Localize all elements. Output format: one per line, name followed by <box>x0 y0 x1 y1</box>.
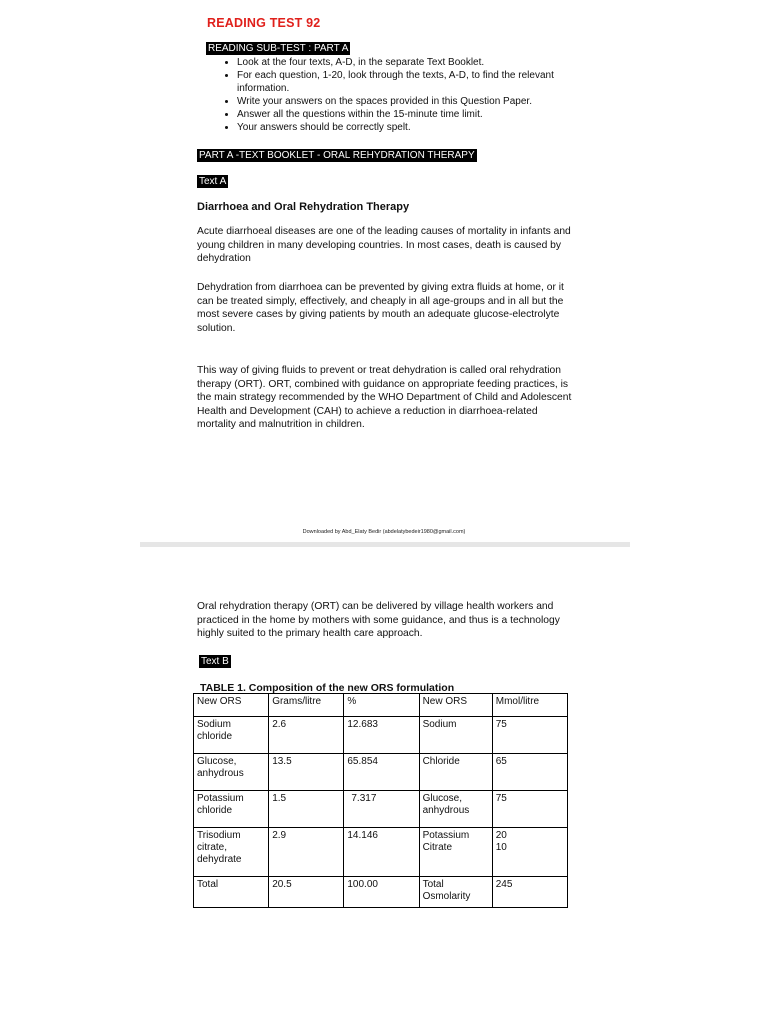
table-cell: Glucose, anhydrous <box>194 754 269 791</box>
table-cell: 75 <box>492 791 567 828</box>
table-cell: 20 10 <box>492 828 567 877</box>
paragraph: Dehydration from diarrhoea can be prevented by giving extra fluids at home, or it can be treated simply, effectively, and cheaply in all age-groups and in all but the most severe cases by giving patients by mouth an adequate glucose-electrolyte solution. <box>197 282 564 334</box>
table-cell: 100.00 <box>344 877 419 908</box>
section-heading: Diarrhoea and Oral Rehydration Therapy <box>197 201 410 213</box>
table-cell: Sodium chloride <box>194 717 269 754</box>
subtest-label: READING SUB-TEST : PART A <box>208 43 349 54</box>
table-row <box>194 791 568 828</box>
instruction-item: • For each question, 1-20, look through the texts, A-D, to find the relevant information. <box>237 69 592 95</box>
paragraph: This way of giving fluids to prevent or treat dehydration is called oral rehydration therapy (ORT). ORT, combined with guidance on appropriate feeding practices, is the main strategy recommended by the WHO Department of Child and Adolescent Health and Development (CAH) to achieve a reduction in diarrhoea-related mortality and malnutrition in children. <box>197 365 572 431</box>
table-cell: 12.683 <box>344 717 419 754</box>
table-cell: 75 <box>492 717 567 754</box>
table-cell: Glucose, anhydrous <box>419 791 492 828</box>
table-row <box>194 717 568 754</box>
table-cell: Total <box>194 877 269 908</box>
table-header-cell: % <box>344 694 419 717</box>
table-cell: Trisodium citrate, dehydrate <box>194 828 269 877</box>
paragraph: Acute diarrhoeal diseases are one of the leading causes of mortality in infants and young children in many developing countries. In most cases, death is caused by dehydration <box>197 226 571 265</box>
table-header-cell: Mmol/litre <box>492 694 567 717</box>
instruction-item: • Answer all the questions within the 15-minute time limit. <box>237 108 592 121</box>
table-row <box>194 754 568 791</box>
table-cell: 2.6 <box>269 717 344 754</box>
table-row <box>194 828 568 877</box>
table-cell: 14.146 <box>344 828 419 877</box>
table-cell: 7.317 <box>344 791 419 828</box>
table-cell: Sodium <box>419 717 492 754</box>
table-caption: TABLE 1. Composition of the new ORS formulation <box>200 682 455 694</box>
table-cell: Potassium chloride <box>194 791 269 828</box>
ors-composition-table <box>193 693 568 908</box>
table-cell: Chloride <box>419 754 492 791</box>
table-total-row <box>194 877 568 908</box>
table-header-row <box>194 694 568 717</box>
test-title: READING TEST 92 <box>207 16 321 30</box>
text-a-label: Text A <box>199 176 227 187</box>
table-cell: 1.5 <box>269 791 344 828</box>
paragraph: Oral rehydration therapy (ORT) can be delivered by village health workers and practiced in the home by mothers with some guidance, and thus is a technology highly suited to the primary health care approach. <box>197 601 560 640</box>
page-divider <box>140 542 630 547</box>
text-booklet-label: PART A -TEXT BOOKLET - ORAL REHYDRATION THERAPY <box>199 150 475 161</box>
table-cell: Potassium Citrate <box>419 828 492 877</box>
table-header-cell: New ORS <box>194 694 269 717</box>
instruction-item: • Look at the four texts, A-D, in the separate Text Booklet. <box>237 56 592 69</box>
download-footer: Downloaded by Abd_Elaty Bedir (abdelatybedeir1980@gmail.com) <box>302 529 466 535</box>
instruction-item: • Write your answers on the spaces provided in this Question Paper. <box>237 95 592 108</box>
table-cell: 2.9 <box>269 828 344 877</box>
table-cell: 65.854 <box>344 754 419 791</box>
table-cell: 65 <box>492 754 567 791</box>
table-header-cell: Grams/litre <box>269 694 344 717</box>
instruction-item: • Your answers should be correctly spelt. <box>237 121 592 134</box>
table-cell: Total Osmolarity <box>419 877 492 908</box>
text-b-label: Text B <box>201 656 229 667</box>
table-header-cell: New ORS <box>419 694 492 717</box>
table-cell: 20.5 <box>269 877 344 908</box>
instruction-list <box>207 56 592 134</box>
table-cell: 13.5 <box>269 754 344 791</box>
table-cell: 245 <box>492 877 567 908</box>
